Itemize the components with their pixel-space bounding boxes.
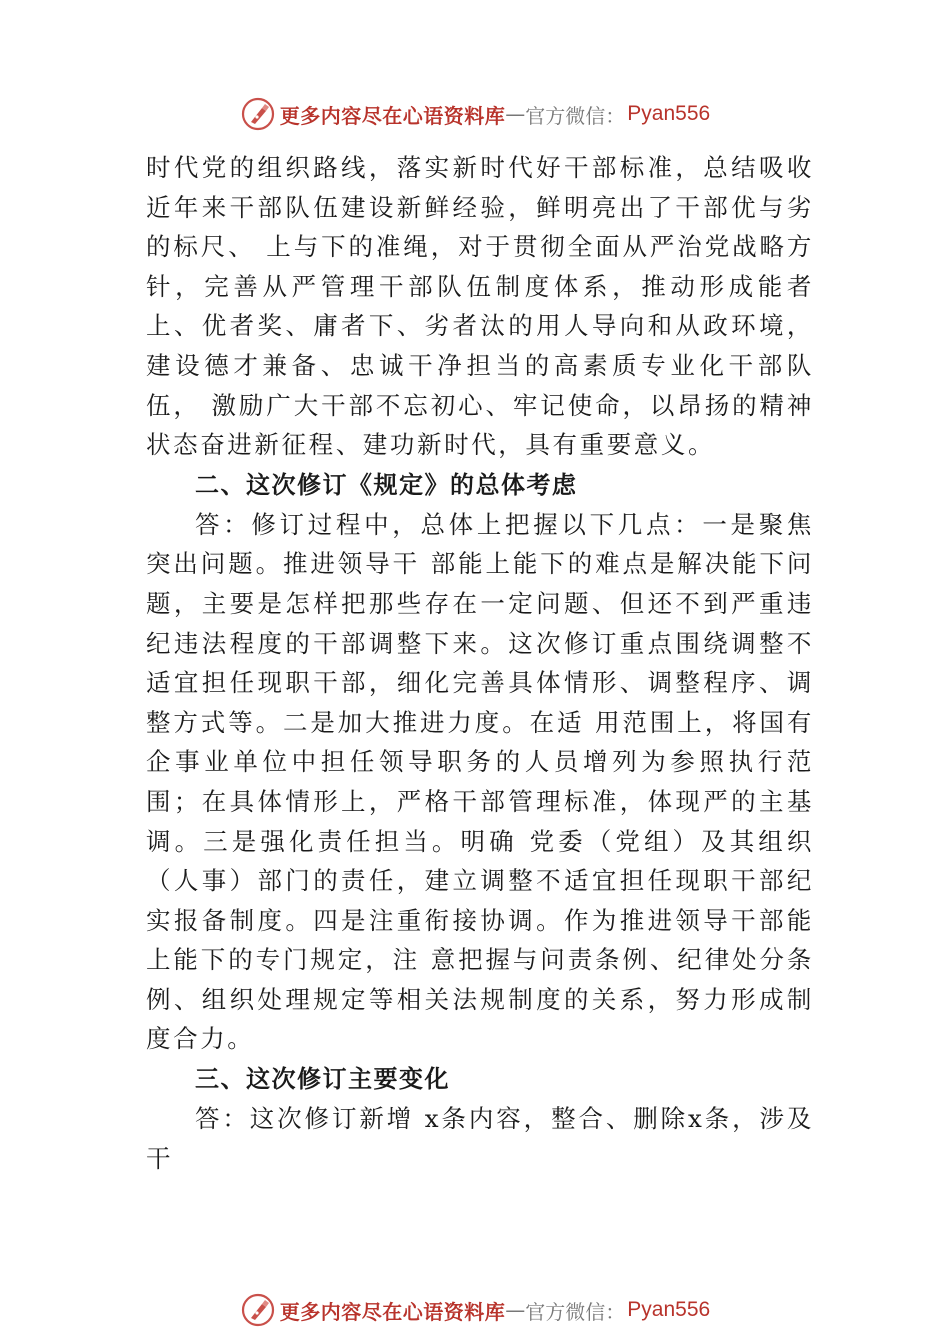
banner-wechat-label: 官方微信： — [525, 103, 626, 128]
banner-wechat-id: Pyan556 — [627, 102, 711, 125]
document-body — [146, 148, 814, 1178]
header-banner — [0, 94, 950, 134]
section-heading-2: 二、这次修订《规定》的总体考虑 — [195, 470, 578, 499]
pen-nib-logo-icon — [240, 1292, 276, 1328]
body-paragraph-2: 答：修订过程中，总体上把握以下几点：一是聚焦突出问题。推进领导干 部能上能下的难点是解决能下问题，主要是怎样把那些存在一定问题、但还不到严重违纪违法程度的干部调整下来。这次修订重点围绕调整不适宜担任现职干部，细化完善具体情形、调整程序、调整方式等。二是加大推进力度。在适 用范围上，将国有企事业单位中担任领导职务的人员增列为参照执行范围；在具体情形上，严格干部管理标准，体现严的主基调。三是强化责任担当。明确 党委（党组）及其组织（人事）部门的责任，建立调整不适宜担任现职干部纪实报备制度。四是注重衔接协调。作为推进领导干部能上能下的专门规定，注 意把握与问责条例、纪律处分条例、组织处理规定等相关法规制度的关系，努力形成制度合力。 — [146, 509, 814, 1054]
footer-banner — [0, 1290, 950, 1330]
body-paragraph-3: 答：这次修订新增 x条内容，整合、删除x条，涉及干 — [146, 1104, 814, 1173]
banner-separator: — — [505, 102, 526, 126]
banner-separator: — — [505, 1298, 526, 1322]
pen-nib-logo-icon — [240, 96, 276, 132]
banner-wechat-id: Pyan556 — [627, 1298, 711, 1321]
banner-wechat-label: 官方微信： — [525, 1299, 626, 1324]
section-heading-3: 三、这次修订主要变化 — [195, 1065, 450, 1094]
body-paragraph-1: 时代党的组织路线，落实新时代好干部标准，总结吸收近年来干部队伍建设新鲜经验，鲜明亮出了干部优与劣的标尺、 上与下的准绳，对于贯彻全面从严治党战略方针，完善从严管理干部队伍制度体系，推动形成能者上、优者奖、庸者下、劣者汰的用人导向和从政环境，建设德才兼备、忠诚干净担当的高素质专业化干部队伍， 激励广大干部不忘初心、牢记使命，以昂扬的精神状态奋进新征程、建功新时代，具有重要意义。 — [146, 153, 814, 460]
banner-brand-text: 更多内容尽在心语资料库 — [279, 1299, 506, 1324]
banner-brand-text: 更多内容尽在心语资料库 — [279, 103, 506, 128]
